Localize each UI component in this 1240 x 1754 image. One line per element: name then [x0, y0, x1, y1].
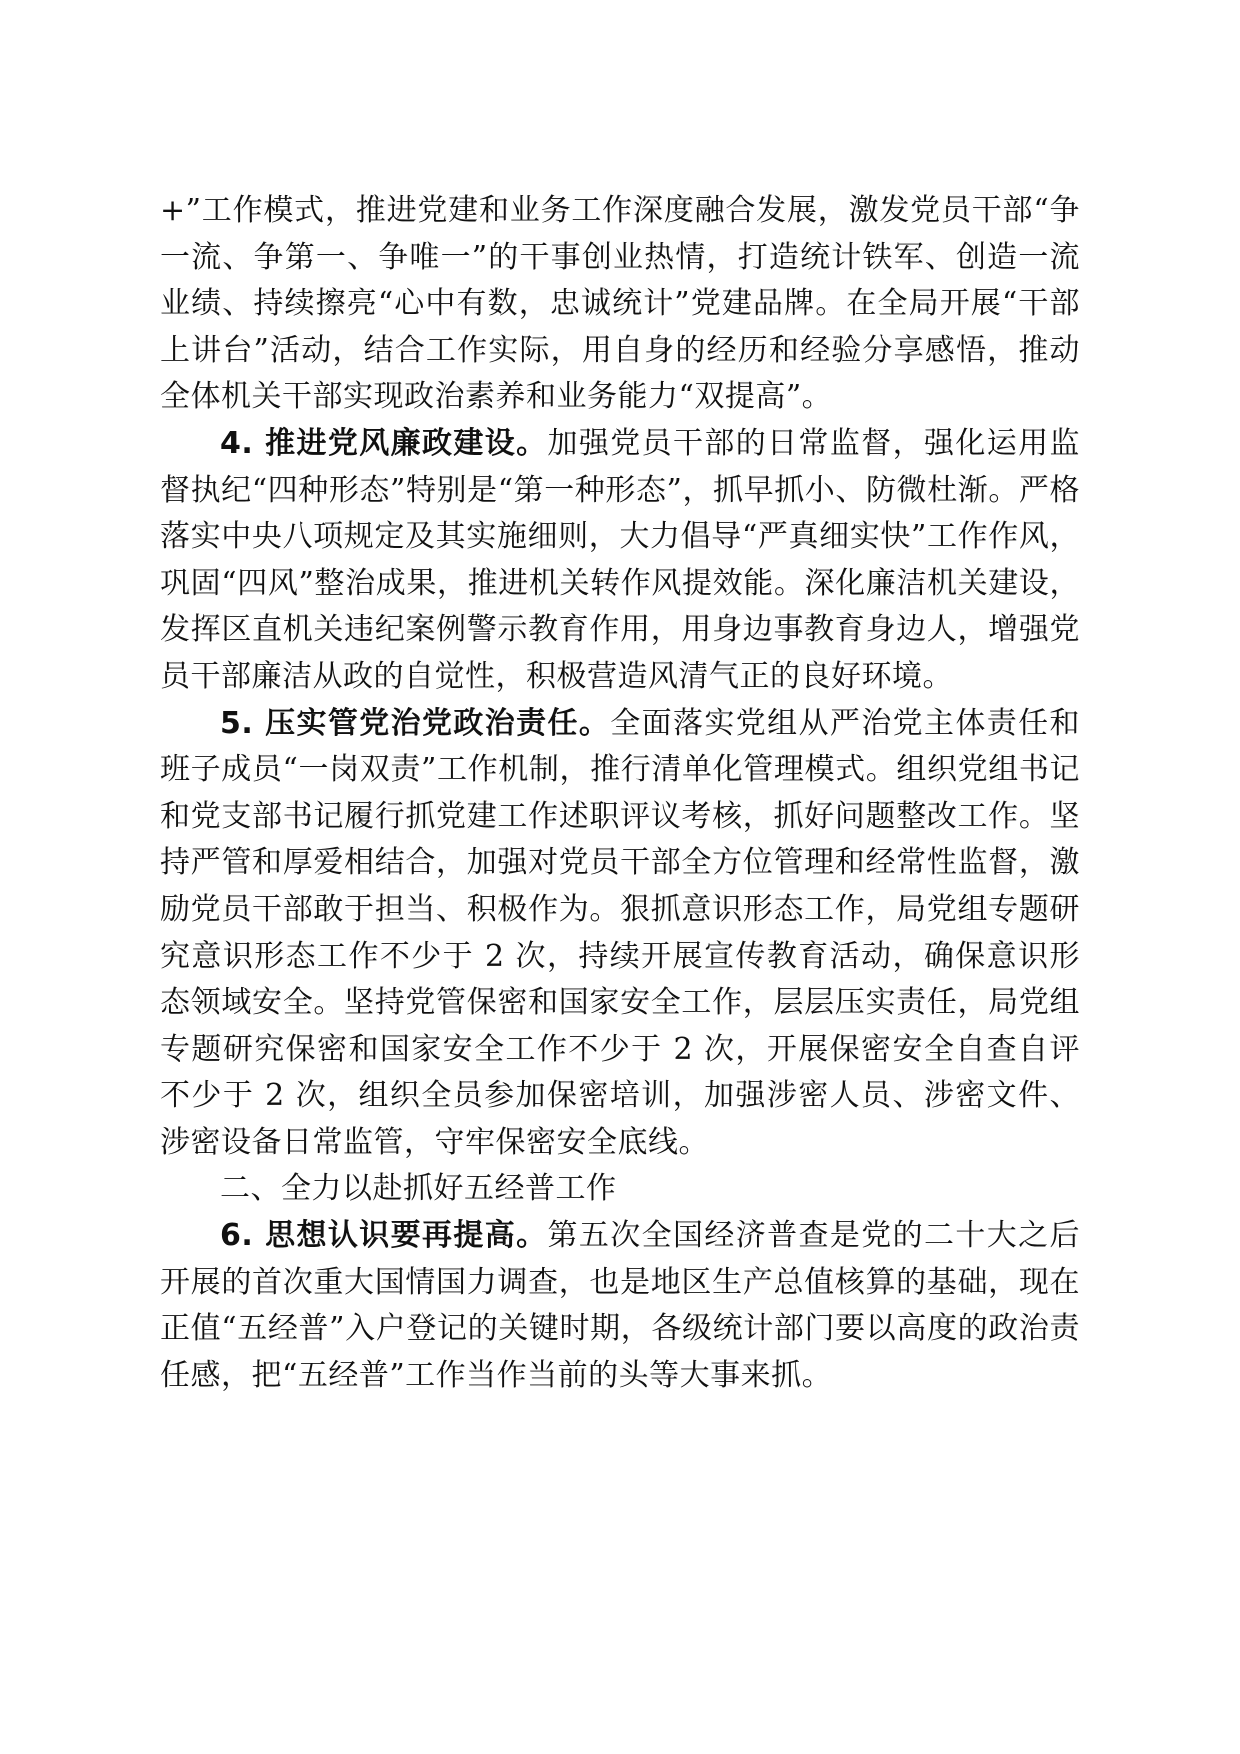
- paragraph-text: +”工作模式，推进党建和业务工作深度融合发展，激发党员干部“争一流、争第一、争唯一”的干事创业热情，打造统计铁军、创造一流业绩、持续擦亮“心中有数，忠诚统计”党建品牌。在全局开展“干部上讲台”活动，结合工作实际，用自身的经历和经验分享感悟，推动全体机关干部实现政治素养和业务能力“双提高”。: [160, 193, 1080, 415]
- paragraph-item-6: [160, 1213, 1080, 1399]
- paragraph-item-5: [160, 701, 1080, 1167]
- item-4-heading: 4. 推进党风廉政建设。: [220, 425, 548, 461]
- section-heading-2: [160, 1166, 1080, 1213]
- paragraph-item-4: [160, 421, 1080, 701]
- item-6-text: 第五次全国经济普查是党的二十大之后开展的首次重大国情国力调查，也是地区生产总值核算的基础，现在正值“五经普”入户登记的关键时期，各级统计部门要以高度的政治责任感，把“五经普”工作当作当前的头等大事来抓。: [160, 1218, 1081, 1393]
- document-page: [160, 188, 1080, 1399]
- item-5-heading: 5. 压实管党治党政治责任。: [220, 705, 611, 741]
- item-5-text: 全面落实党组从严治党主体责任和班子成员“一岗双责”工作机制，推行清单化管理模式。组织党组书记和党支部书记履行抓党建工作述职评议考核，抓好问题整改工作。坚持严管和厚爱相结合，加强对党员干部全方位管理和经常性监督，激励党员干部敢于担当、积极作为。狠抓意识形态工作，局党组专题研究意识形态工作不少于 2 次，持续开展宣传教育活动，确保意识形态领域安全。坚持党管保密和国家安全工作，层层压实责任，局党组专题研究保密和国家安全工作不少于 2 次，开展保密安全自查自评不少于 2 次，组织全员参加保密培训，加强涉密人员、涉密文件、涉密设备日常监管，守牢保密安全底线。: [160, 705, 1081, 1160]
- item-6-heading: 6. 思想认识要再提高。: [220, 1218, 548, 1254]
- item-4-text: 加强党员干部的日常监督，强化运用监督执纪“四种形态”特别是“第一种形态”，抓早抓小、防微杜渐。严格落实中央八项规定及其实施细则，大力倡导“严真细实快”工作作风，巩固“四风”整治成果，推进机关转作风提效能。深化廉洁机关建设，发挥区直机关违纪案例警示教育作用，用身边事教育身边人，增强党员干部廉洁从政的自觉性，积极营造风清气正的良好环境。: [160, 425, 1081, 694]
- section-2-title: 二、全力以赴抓好五经普工作: [220, 1171, 617, 1207]
- paragraph-continuation: [160, 188, 1080, 421]
